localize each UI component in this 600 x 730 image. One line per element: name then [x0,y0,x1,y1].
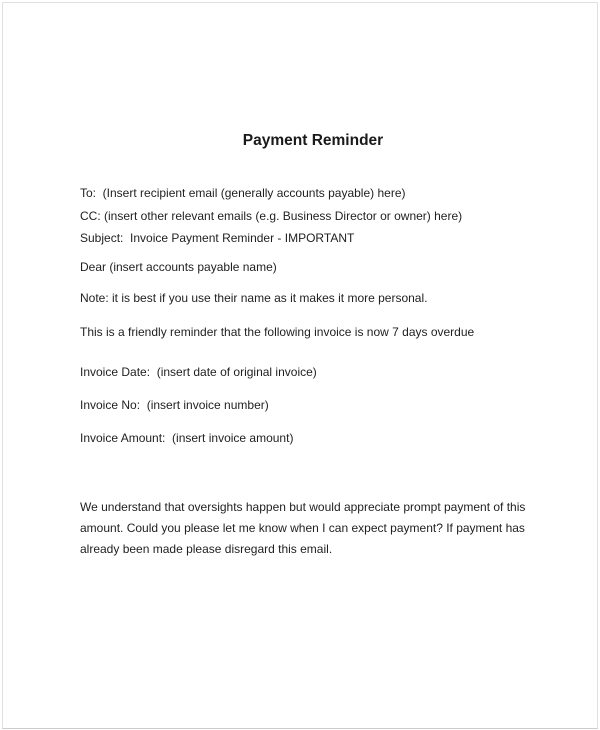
email-to-line: To: (Insert recipient email (generally accounts payable) here) [80,186,406,200]
reminder-line: This is a friendly reminder that the following invoice is now 7 days overdue [80,325,475,339]
salutation-line: Dear (insert accounts payable name) [80,260,277,274]
closing-paragraph: We understand that oversights happen but would appreciate prompt payment of this amount. Could you please let me know when I can expect payment? If payment has already been made please disregard this email. [80,500,529,556]
invoice-date-line: Invoice Date: (insert date of original invoice) [80,365,317,379]
email-subject-line: Subject: Invoice Payment Reminder - IMPORTANT [80,231,355,245]
email-cc-line: CC: (insert other relevant emails (e.g. Business Director or owner) here) [80,209,463,223]
note-line: Note: it is best if you use their name as it makes it more personal. [80,291,428,305]
invoice-amount-line: Invoice Amount: (insert invoice amount) [80,431,294,445]
invoice-number-line: Invoice No: (insert invoice number) [80,398,269,412]
document-title: Payment Reminder [242,132,384,149]
